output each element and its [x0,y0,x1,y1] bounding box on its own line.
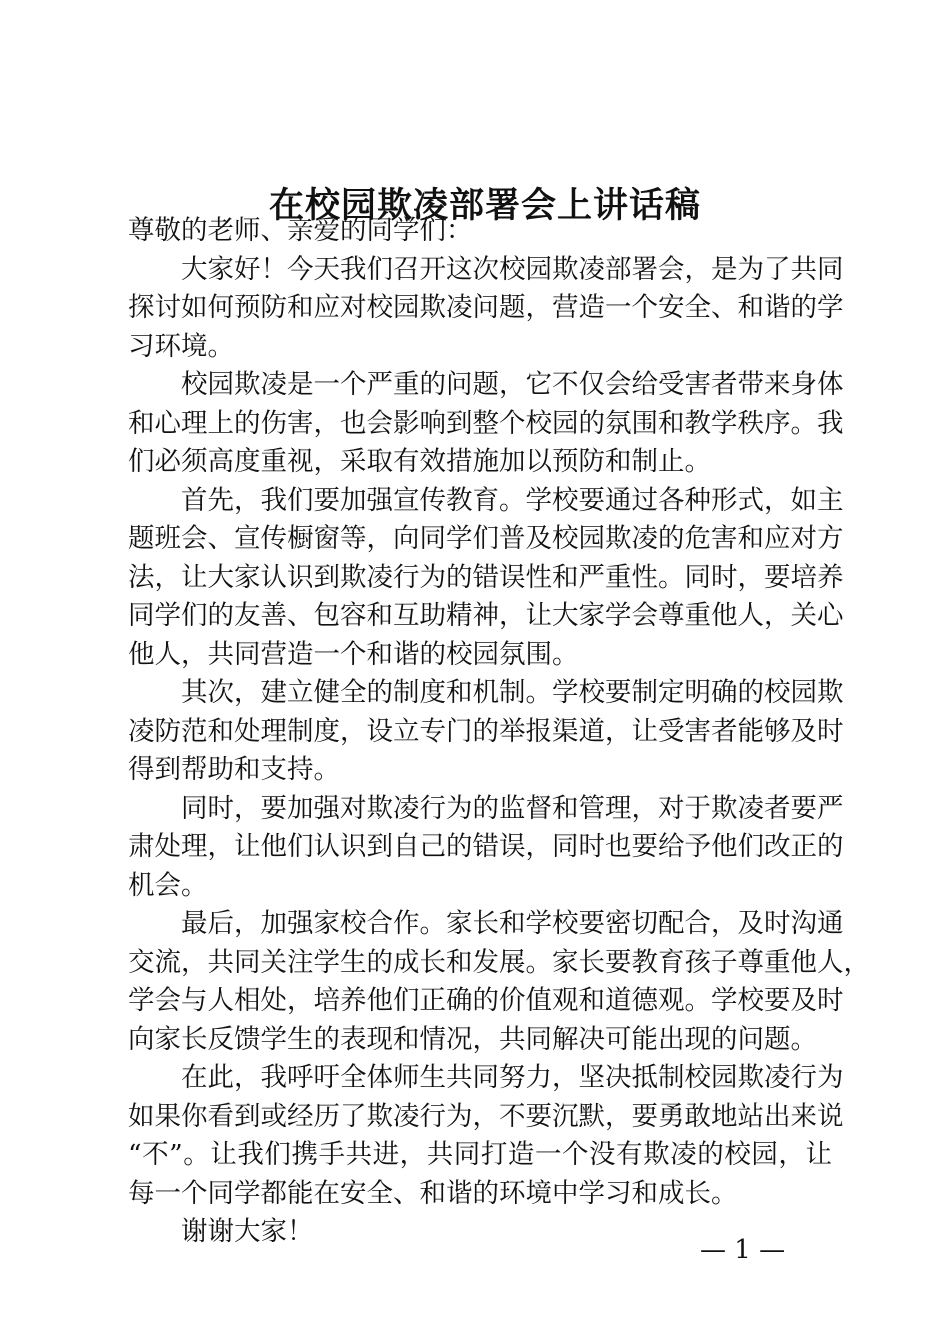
paragraph-line: 同学们的友善、包容和互助精神，让大家学会尊重他人，关心 [128,600,844,631]
paragraph-7 [128,1059,844,1213]
paragraph-line: 题班会、宣传橱窗等，向同学们普及校园欺凌的危害和应对方 [128,523,844,554]
salutation: 尊敬的老师、亲爱的同学们： [128,215,473,246]
paragraph-line: 其次，建立健全的制度和机制。学校要制定明确的校园欺 [181,677,844,708]
paragraph-line: 校园欺凌是一个严重的问题，它不仅会给受害者带来身体 [181,369,844,400]
paragraph-line: 同时，要加强对欺凌行为的监督和管理，对于欺凌者要严 [181,792,844,824]
paragraph-line: 每一个同学都能在安全、和谐的环境中学习和成长。 [128,1177,738,1209]
paragraph-line: 得到帮助和支持。 [128,754,340,785]
paragraph-line: 首先，我们要加强宣传教育。学校要通过各种形式，如主 [181,484,844,516]
page-number: — 1 — [700,1235,786,1265]
paragraph-line: 法，让大家认识到欺凌行为的错误性和严重性。同时，要培养 [128,561,844,593]
paragraph-line: 在此，我呼吁全体师生共同努力，坚决抵制校园欺凌行为 [181,1062,844,1093]
paragraph-line: 他人，共同营造一个和谐的校园氛围。 [128,638,579,670]
paragraph-line: 交流，共同关注学生的成长和发展。家长要教育孩子尊重他人， [128,946,870,978]
paragraph-3 [128,482,844,675]
paragraph-line: 学会与人相处，培养他们正确的价值观和道德观。学校要及时 [128,985,844,1016]
document-title: 在校园欺凌部署会上讲话稿 [268,185,701,226]
paragraph-line: 谢谢大家！ [181,1216,314,1247]
paragraph-line: 向家长反馈学生的表现和情况，共同解决可能出现的问题。 [128,1023,817,1055]
speech-body [128,212,870,1252]
paragraph-line: 和心理上的伤害，也会影响到整个校园的氛围和教学秩序。我 [128,407,844,439]
paragraph-line: 凌防范和处理制度，设立专门的举报渠道，让受害者能够及时 [128,715,844,747]
paragraph-4 [128,674,844,790]
paragraph-6 [128,905,870,1059]
paragraph-2 [128,366,844,482]
paragraph-line: 大家好！今天我们召开这次校园欺凌部署会，是为了共同 [181,253,844,285]
paragraph-line: 习环境。 [128,330,234,362]
paragraph-line: 机会。 [128,869,208,901]
paragraph-line: 最后，加强家校合作。家长和学校要密切配合，及时沟通 [181,908,844,939]
paragraph-line: 探讨如何预防和应对校园欺凌问题，营造一个安全、和谐的学 [128,292,844,323]
paragraph-line: 如果你看到或经历了欺凌行为，不要沉默，要勇敢地站出来说 [128,1100,844,1132]
paragraph-line: 肃处理，让他们认识到自己的错误，同时也要给予他们改正的 [128,831,844,862]
paragraph-line: 们必须高度重视，采取有效措施加以预防和制止。 [128,446,711,477]
paragraph-5 [128,790,844,906]
paragraph-line: “不”。让我们携手共进，共同打造一个没有欺凌的校园，让 [128,1139,832,1170]
paragraph-1 [128,251,844,367]
